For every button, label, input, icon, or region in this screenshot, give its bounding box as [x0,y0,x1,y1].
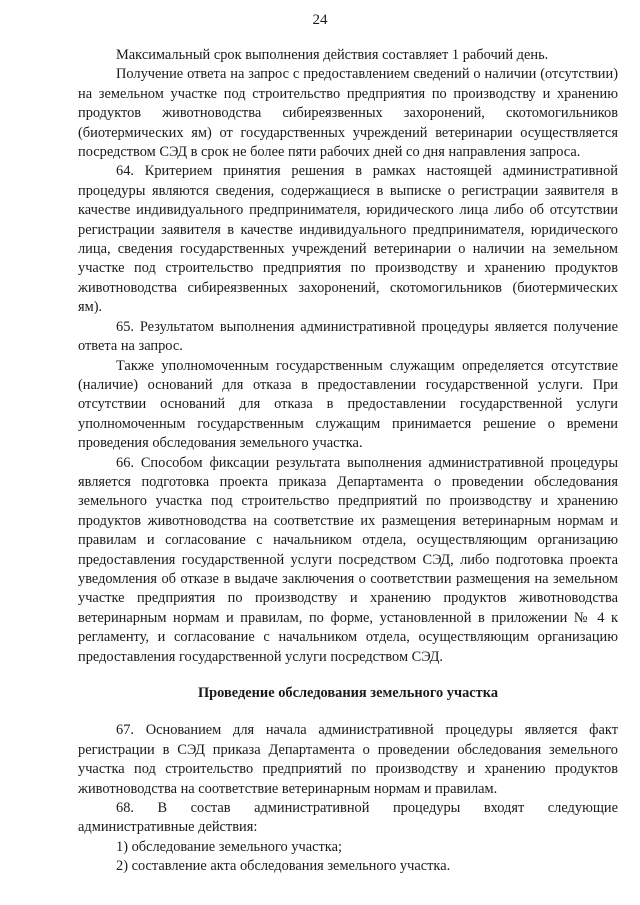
paragraph-65: 65. Результатом выполнения административной процедуры является получение ответа на запрос. [78,318,618,355]
paragraph-response: Получение ответа на запрос с предоставлением сведений о наличии (отсутствии) на земельном участке под строительство предприятия по производству и хранению продуктов животноводства сибиреязвенных захоронений, скотомогильников (биотермических ям) от государственных учреждений ветеринарии осуществляется посредством СЭД в срок не более пяти рабочих дней со дня направления запроса. [78,66,618,161]
paragraph-64: 64. Критерием принятия решения в рамках настоящей административной процедуры являются сведения, содержащиеся в выписке о регистрации заявителя в качестве индивидуального предпринимателя, юридического лица либо об отсутствии регистрации заявителя в качестве индивидуального предпринимателя, юридического лица, сведения государственных учреждений ветеринарии о наличии на земельном участке под строительство предприятия по производству и хранению продуктов животноводства сибиреязвенных захоронений, скотомогильников (биотермических ям). [78,163,618,316]
paragraph-68: 68. В состав административной процедуры входят следующие административные действия: [78,800,618,836]
list-item: 1) обследование земельного участка; [116,838,342,855]
paragraph-also: Также уполномоченным государственным служащим определяется отсутствие (наличие) оснований для отказа в предоставлении государственной услуги. При отсутствии оснований для отказа в предоставлении государственной услуги уполномоченным государственным служащим принимается решение о времени проведения обследования земельного участка. [78,357,618,452]
page-body [78,46,618,877]
section-heading: Проведение обследования земельного участка [197,685,499,701]
paragraph-66: 66. Способом фиксации результата выполнения административной процедуры является подготовка проекта приказа Департамента о проведении обследования земельного участка под строительство предприятий по производству и хранению продуктов животноводства на соответствие их размещения ветеринарным нормам и правилам и согласование с начальником отдела, осуществляющим организацию предоставления государственной услуги посредством СЭД, либо подготовка проекта уведомления об отказе в выдаче заключения о соответствии размещения на земельном участке предприятия по производству и хранению продуктов животноводства ветеринарным нормам и правилам, по форме, установленной в приложении № 4 к регламенту, и согласование с начальником отдела, осуществляющим организацию предоставления государственной услуги посредством СЭД. [78,454,618,665]
page-number: 24 [312,12,328,28]
paragraph-67: 67. Основанием для начала административной процедуры является факт регистрации в СЭД приказа Департамента о проведении обследования земельного участка под строительство предприятий по производству и хранению продуктов животноводства на соответствие ветеринарным нормам и правилам. [78,722,618,797]
paragraph-deadline: Максимальный срок выполнения действия составляет 1 рабочий день. [116,47,549,63]
list-item: 2) составление акта обследования земельного участка. [116,858,451,875]
